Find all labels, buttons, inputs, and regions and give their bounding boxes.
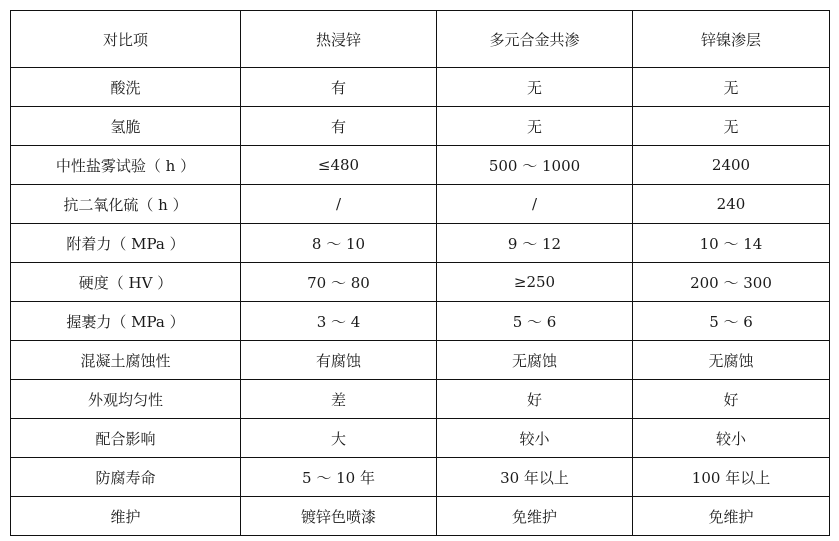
zinc-nickel-cell: 好 xyxy=(633,380,830,419)
zinc-nickel-cell: 10 ～ 14 xyxy=(633,224,830,263)
zinc-nickel-cell: 200 ～ 300 xyxy=(633,263,830,302)
table-row xyxy=(11,341,830,380)
table-row xyxy=(11,107,830,146)
row-label-cell: 附着力（ MPa ） xyxy=(11,224,241,263)
comparison-table xyxy=(10,10,830,536)
table-row xyxy=(11,380,830,419)
header-cell-zinc-nickel: 锌镍渗层 xyxy=(633,11,830,68)
row-label-cell: 混凝土腐蚀性 xyxy=(11,341,241,380)
table-row xyxy=(11,497,830,536)
table-row xyxy=(11,146,830,185)
header-cell-item: 对比项 xyxy=(11,11,241,68)
table-row xyxy=(11,419,830,458)
hot-dip-zinc-cell: 有 xyxy=(241,107,437,146)
zinc-nickel-cell: 无 xyxy=(633,107,830,146)
multi-alloy-cell: 好 xyxy=(437,380,633,419)
hot-dip-zinc-cell: 大 xyxy=(241,419,437,458)
header-row xyxy=(11,11,830,68)
row-label-cell: 配合影响 xyxy=(11,419,241,458)
hot-dip-zinc-cell: ≤480 xyxy=(241,146,437,185)
multi-alloy-cell: / xyxy=(437,185,633,224)
row-label-cell: 抗二氧化硫（ h ） xyxy=(11,185,241,224)
hot-dip-zinc-cell: 有腐蚀 xyxy=(241,341,437,380)
zinc-nickel-cell: 5 ～ 6 xyxy=(633,302,830,341)
hot-dip-zinc-cell: 8 ～ 10 xyxy=(241,224,437,263)
multi-alloy-cell: 较小 xyxy=(437,419,633,458)
hot-dip-zinc-cell: 70 ～ 80 xyxy=(241,263,437,302)
hot-dip-zinc-cell: 3 ～ 4 xyxy=(241,302,437,341)
zinc-nickel-cell: 无腐蚀 xyxy=(633,341,830,380)
table-body xyxy=(11,68,830,536)
multi-alloy-cell: 无腐蚀 xyxy=(437,341,633,380)
hot-dip-zinc-cell: / xyxy=(241,185,437,224)
multi-alloy-cell: 9 ～ 12 xyxy=(437,224,633,263)
hot-dip-zinc-cell: 5 ～ 10 年 xyxy=(241,458,437,497)
hot-dip-zinc-cell: 有 xyxy=(241,68,437,107)
multi-alloy-cell: 无 xyxy=(437,68,633,107)
table-row xyxy=(11,302,830,341)
zinc-nickel-cell: 免维护 xyxy=(633,497,830,536)
zinc-nickel-cell: 2400 xyxy=(633,146,830,185)
table-row xyxy=(11,458,830,497)
header-cell-multi-alloy: 多元合金共渗 xyxy=(437,11,633,68)
hot-dip-zinc-cell: 镀锌色喷漆 xyxy=(241,497,437,536)
zinc-nickel-cell: 100 年以上 xyxy=(633,458,830,497)
table-row xyxy=(11,185,830,224)
multi-alloy-cell: 无 xyxy=(437,107,633,146)
row-label-cell: 外观均匀性 xyxy=(11,380,241,419)
table-header xyxy=(11,11,830,68)
zinc-nickel-cell: 无 xyxy=(633,68,830,107)
row-label-cell: 硬度（ HV ） xyxy=(11,263,241,302)
row-label-cell: 酸洗 xyxy=(11,68,241,107)
hot-dip-zinc-cell: 差 xyxy=(241,380,437,419)
row-label-cell: 握裹力（ MPa ） xyxy=(11,302,241,341)
header-cell-hot-dip-zinc: 热浸锌 xyxy=(241,11,437,68)
multi-alloy-cell: 5 ～ 6 xyxy=(437,302,633,341)
table-row xyxy=(11,263,830,302)
row-label-cell: 维护 xyxy=(11,497,241,536)
zinc-nickel-cell: 240 xyxy=(633,185,830,224)
multi-alloy-cell: 免维护 xyxy=(437,497,633,536)
zinc-nickel-cell: 较小 xyxy=(633,419,830,458)
multi-alloy-cell: ≥250 xyxy=(437,263,633,302)
table-row xyxy=(11,68,830,107)
row-label-cell: 防腐寿命 xyxy=(11,458,241,497)
row-label-cell: 中性盐雾试验（ h ） xyxy=(11,146,241,185)
multi-alloy-cell: 30 年以上 xyxy=(437,458,633,497)
row-label-cell: 氢脆 xyxy=(11,107,241,146)
table-row xyxy=(11,224,830,263)
multi-alloy-cell: 500 ～ 1000 xyxy=(437,146,633,185)
